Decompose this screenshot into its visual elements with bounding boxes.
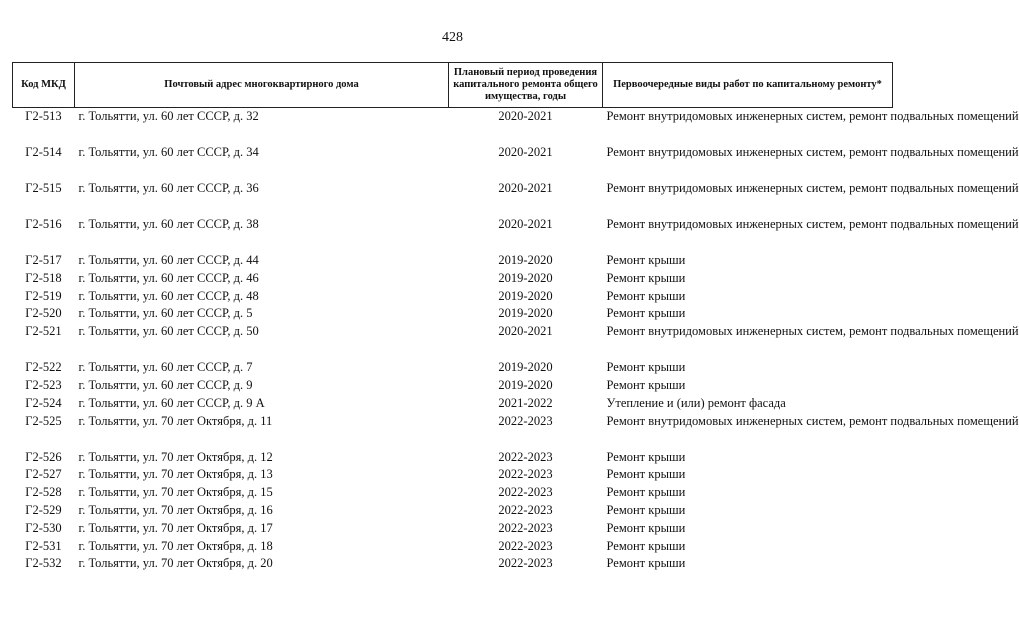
cell-code: Г2-515	[25, 181, 62, 195]
table-header	[13, 63, 893, 108]
table-row	[13, 144, 893, 180]
cell-address: г. Тольятти, ул. 60 лет СССР, д. 32	[78, 109, 259, 123]
table-row	[13, 252, 893, 270]
cell-address: г. Тольятти, ул. 60 лет СССР, д. 36	[78, 181, 259, 195]
cell-address: г. Тольятти, ул. 70 лет Октября, д. 13	[78, 467, 273, 482]
cell-code: Г2-522	[25, 360, 62, 375]
cell-address: г. Тольятти, ул. 70 лет Октября, д. 18	[78, 538, 273, 553]
cell-code: Г2-519	[25, 288, 62, 303]
cell-works: Ремонт крыши	[606, 502, 686, 517]
header-code: Код МКД	[13, 63, 75, 108]
cell-works: Ремонт крыши	[606, 288, 686, 303]
cell-address: г. Тольятти, ул. 70 лет Октября, д. 16	[78, 502, 273, 517]
table-row	[13, 538, 893, 556]
cell-period: 2022-2023	[498, 538, 553, 553]
cell-address: г. Тольятти, ул. 60 лет СССР, д. 38	[78, 217, 259, 231]
cell-address: г. Тольятти, ул. 70 лет Октября, д. 11	[78, 413, 273, 428]
cell-period: 2022-2023	[498, 485, 553, 500]
cell-address: г. Тольятти, ул. 60 лет СССР, д. 5	[78, 306, 253, 321]
cell-code: Г2-514	[25, 145, 62, 159]
cell-address: г. Тольятти, ул. 60 лет СССР, д. 50	[78, 324, 259, 339]
cell-period: 2021-2022	[498, 395, 553, 410]
cell-code: Г2-532	[25, 556, 62, 571]
cell-period: 2019-2020	[498, 377, 553, 392]
page-number: 428	[442, 30, 463, 45]
table-row	[13, 359, 893, 377]
cell-code: Г2-527	[25, 467, 62, 482]
cell-code: Г2-524	[25, 395, 62, 410]
cell-period: 2022-2023	[498, 413, 553, 428]
cell-period: 2019-2020	[498, 288, 553, 303]
cell-code: Г2-521	[25, 324, 62, 339]
cell-works: Ремонт крыши	[606, 377, 686, 392]
cell-address: г. Тольятти, ул. 60 лет СССР, д. 48	[78, 288, 259, 303]
table-row	[13, 466, 893, 484]
cell-code: Г2-525	[25, 413, 62, 428]
cell-address: г. Тольятти, ул. 60 лет СССР, д. 7	[78, 360, 253, 375]
cell-code: Г2-517	[25, 253, 62, 267]
cell-works: Ремонт крыши	[606, 360, 686, 375]
cell-code: Г2-531	[25, 538, 62, 553]
cell-works: Ремонт крыши	[606, 520, 686, 535]
cell-code: Г2-520	[25, 306, 62, 321]
table-header-row	[13, 63, 893, 108]
table-row	[13, 555, 893, 573]
table-row	[13, 413, 893, 449]
cell-period: 2019-2020	[498, 253, 553, 267]
table-row	[13, 449, 893, 467]
cell-works: Ремонт крыши	[606, 449, 686, 464]
cell-works: Ремонт крыши	[606, 556, 686, 571]
cell-code: Г2-518	[25, 270, 62, 285]
cell-period: 2020-2021	[498, 181, 553, 195]
cell-period: 2019-2020	[498, 270, 553, 285]
cell-code: Г2-526	[25, 449, 62, 464]
cell-works: Ремонт крыши	[606, 306, 686, 321]
cell-address: г. Тольятти, ул. 60 лет СССР, д. 9	[78, 377, 253, 392]
cell-works: Утепление и (или) ремонт фасада	[606, 395, 786, 410]
cell-address: г. Тольятти, ул. 70 лет Октября, д. 20	[78, 556, 273, 571]
cell-works: Ремонт крыши	[606, 538, 686, 553]
table-row	[13, 395, 893, 413]
table-row	[13, 520, 893, 538]
cell-period: 2022-2023	[498, 502, 553, 517]
table-body	[13, 108, 1019, 574]
cell-works: Ремонт внутридомовых инженерных систем, ремонт подвальных помещений	[606, 324, 1019, 339]
header-works: Первоочередные виды работ по капитальному ремонту*	[603, 63, 893, 108]
table-row	[13, 270, 893, 288]
cell-works: Ремонт внутридомовых инженерных систем, ремонт подвальных помещений	[606, 109, 1019, 123]
cell-works: Ремонт внутридомовых инженерных систем, ремонт подвальных помещений	[606, 145, 1019, 159]
cell-code: Г2-513	[25, 109, 62, 123]
cell-period: 2022-2023	[498, 520, 553, 535]
cell-address: г. Тольятти, ул. 70 лет Октября, д. 12	[78, 449, 273, 464]
cell-works: Ремонт крыши	[606, 270, 686, 285]
cell-period: 2022-2023	[498, 467, 553, 482]
cell-works: Ремонт крыши	[606, 253, 686, 267]
cell-code: Г2-516	[25, 217, 62, 231]
cell-period: 2020-2021	[498, 109, 553, 123]
table-row	[13, 216, 893, 252]
cell-address: г. Тольятти, ул. 60 лет СССР, д. 34	[78, 145, 259, 159]
table-row	[13, 108, 893, 145]
table-row	[13, 305, 893, 323]
cell-code: Г2-530	[25, 520, 62, 535]
cell-period: 2022-2023	[498, 449, 553, 464]
cell-works: Ремонт крыши	[606, 485, 686, 500]
cell-period: 2020-2021	[498, 217, 553, 231]
cell-works: Ремонт внутридомовых инженерных систем, ремонт подвальных помещений	[606, 413, 1019, 428]
cell-address: г. Тольятти, ул. 70 лет Октября, д. 15	[78, 485, 273, 500]
cell-address: г. Тольятти, ул. 60 лет СССР, д. 46	[78, 270, 259, 285]
capital-repair-table	[12, 62, 1019, 573]
cell-address: г. Тольятти, ул. 60 лет СССР, д. 9 А	[78, 395, 265, 410]
cell-works: Ремонт крыши	[606, 467, 686, 482]
cell-address: г. Тольятти, ул. 60 лет СССР, д. 44	[78, 253, 259, 267]
cell-period: 2019-2020	[498, 360, 553, 375]
table-row	[13, 484, 893, 502]
table-row	[13, 502, 893, 520]
table-row	[13, 377, 893, 395]
table-row	[13, 323, 893, 359]
cell-code: Г2-529	[25, 502, 62, 517]
cell-works: Ремонт внутридомовых инженерных систем, ремонт подвальных помещений	[606, 181, 1019, 195]
header-period: Плановый период проведения капитального ремонта общего имущества, годы	[449, 63, 603, 108]
cell-period: 2020-2021	[498, 324, 553, 339]
cell-period: 2020-2021	[498, 145, 553, 159]
cell-period: 2022-2023	[498, 556, 553, 571]
table-row	[13, 180, 893, 216]
cell-code: Г2-523	[25, 377, 62, 392]
table-row	[13, 288, 893, 306]
cell-code: Г2-528	[25, 485, 62, 500]
header-address: Почтовый адрес многоквартирного дома	[75, 63, 449, 108]
cell-period: 2019-2020	[498, 306, 553, 321]
cell-address: г. Тольятти, ул. 70 лет Октября, д. 17	[78, 520, 273, 535]
cell-works: Ремонт внутридомовых инженерных систем, ремонт подвальных помещений	[606, 217, 1019, 231]
